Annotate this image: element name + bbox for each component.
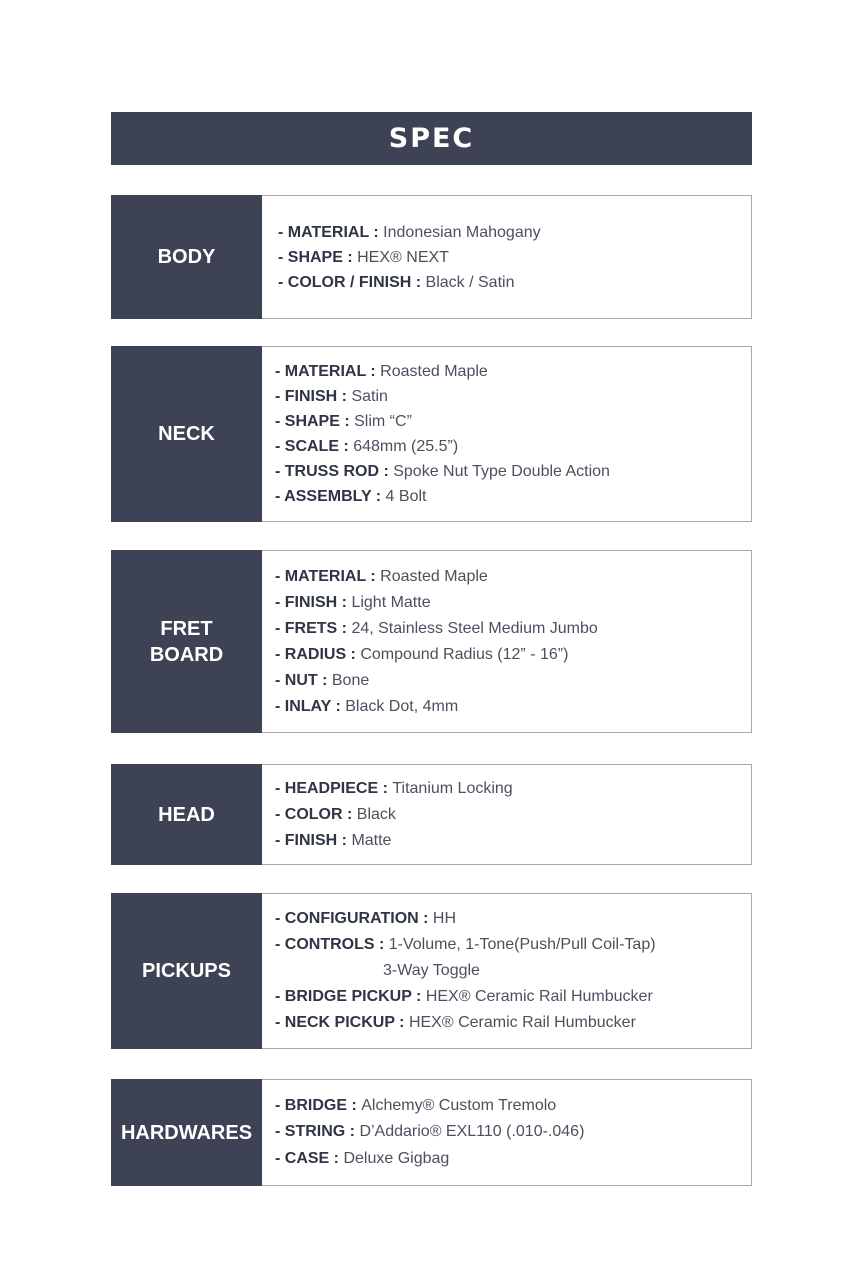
head-section bbox=[111, 764, 752, 865]
spec-value: Alchemy® Custom Tremolo bbox=[361, 1096, 557, 1114]
spec-value: D’Addario® EXL110 (.010-.046) bbox=[359, 1123, 585, 1141]
spec-row bbox=[275, 1093, 751, 1120]
spec-row bbox=[275, 776, 751, 802]
spec-key: - FINISH : bbox=[275, 593, 352, 611]
spec-row bbox=[275, 1010, 751, 1036]
neck-section bbox=[111, 346, 752, 522]
spec-key: - ASSEMBLY : bbox=[275, 488, 386, 505]
spec-row bbox=[275, 906, 751, 932]
section-label-head: HEAD bbox=[111, 764, 262, 865]
hardwares-spec-list bbox=[262, 1079, 752, 1186]
spec-row bbox=[275, 359, 751, 384]
section-label-body: BODY bbox=[111, 195, 262, 319]
spec-key: - INLAY : bbox=[275, 697, 346, 715]
spec-row bbox=[275, 694, 751, 720]
spec-row bbox=[275, 828, 751, 854]
spec-row bbox=[278, 220, 751, 245]
spec-value: HEX® Ceramic Rail Humbucker bbox=[408, 1014, 636, 1031]
spec-value: Indonesian Mahogany bbox=[383, 223, 541, 241]
spec-row bbox=[278, 245, 751, 270]
spec-key: - CONFIGURATION : bbox=[275, 910, 433, 927]
spec-value: Titanium Locking bbox=[392, 779, 513, 797]
spec-key: - STRING : bbox=[275, 1123, 360, 1141]
spec-key: - SHAPE : bbox=[275, 413, 355, 430]
spec-row bbox=[275, 1146, 751, 1173]
spec-key: - MATERIAL : bbox=[278, 223, 384, 241]
spec-value: Matte bbox=[351, 831, 392, 849]
hardwares-section bbox=[111, 1079, 752, 1186]
spec-row bbox=[275, 384, 751, 409]
section-label-pickups: PICKUPS bbox=[111, 893, 262, 1049]
spec-value: HEX® NEXT bbox=[357, 248, 449, 266]
body-spec-list bbox=[262, 195, 752, 319]
spec-row bbox=[275, 459, 751, 484]
spec-row bbox=[275, 484, 751, 509]
spec-row bbox=[275, 642, 751, 668]
spec-value: Black / Satin bbox=[425, 273, 515, 291]
spec-value: 24, Stainless Steel Medium Jumbo bbox=[351, 619, 598, 637]
spec-row bbox=[275, 434, 751, 459]
spec-key: - RADIUS : bbox=[275, 645, 361, 663]
spec-value: Satin bbox=[351, 388, 388, 405]
pickups-spec-list bbox=[262, 893, 752, 1049]
spec-value: HH bbox=[432, 910, 457, 927]
neck-spec-list bbox=[262, 346, 752, 522]
pickups-section bbox=[111, 893, 752, 1049]
spec-value: Bone bbox=[331, 671, 370, 689]
spec-key: - HEADPIECE : bbox=[275, 779, 393, 797]
spec-key: - CASE : bbox=[275, 1149, 344, 1167]
spec-row bbox=[278, 270, 751, 295]
spec-key: - NECK PICKUP : bbox=[275, 1014, 409, 1031]
body-section bbox=[111, 195, 752, 319]
section-label-fretboard: FRET BOARD bbox=[111, 550, 262, 733]
spec-key: - FINISH : bbox=[275, 831, 352, 849]
spec-key: - COLOR : bbox=[275, 805, 357, 823]
spec-key: - TRUSS ROD : bbox=[275, 463, 394, 480]
spec-key: - COLOR / FINISH : bbox=[278, 273, 426, 291]
spec-value: Spoke Nut Type Double Action bbox=[393, 463, 610, 480]
section-label-neck: NECK bbox=[111, 346, 262, 522]
spec-key: - MATERIAL : bbox=[275, 363, 381, 380]
spec-value: HEX® Ceramic Rail Humbucker bbox=[425, 988, 653, 1005]
spec-row bbox=[275, 616, 751, 642]
spec-value: Black Dot, 4mm bbox=[345, 697, 459, 715]
spec-value: 4 Bolt bbox=[385, 488, 427, 505]
spec-value: 648mm (25.5”) bbox=[353, 438, 459, 455]
spec-value: 1-Volume, 1-Tone(Push/Pull Coil-Tap) bbox=[388, 936, 656, 953]
spec-row bbox=[275, 564, 751, 590]
spec-value: Roasted Maple bbox=[380, 567, 488, 585]
spec-value-continuation: 3-Way Toggle bbox=[383, 962, 480, 979]
spec-value: Slim “C” bbox=[354, 413, 412, 430]
spec-value: Light Matte bbox=[351, 593, 431, 611]
spec-key: - SCALE : bbox=[275, 438, 354, 455]
spec-title: SPEC bbox=[111, 112, 752, 165]
spec-key: - SHAPE : bbox=[278, 248, 358, 266]
spec-key: - FINISH : bbox=[275, 388, 352, 405]
spec-row bbox=[275, 802, 751, 828]
section-label-hardwares: HARDWARES bbox=[111, 1079, 262, 1186]
spec-key: - NUT : bbox=[275, 671, 332, 689]
spec-row bbox=[275, 984, 751, 1010]
spec-key: - CONTROLS : bbox=[275, 936, 389, 953]
spec-value: Roasted Maple bbox=[380, 363, 488, 380]
spec-row bbox=[275, 932, 751, 984]
spec-key: - FRETS : bbox=[275, 619, 352, 637]
spec-key: - BRIDGE PICKUP : bbox=[275, 988, 426, 1005]
spec-value: Deluxe Gigbag bbox=[343, 1149, 450, 1167]
fretboard-section bbox=[111, 550, 752, 733]
spec-row bbox=[275, 1119, 751, 1146]
head-spec-list bbox=[262, 764, 752, 865]
spec-row bbox=[275, 668, 751, 694]
spec-value: Black bbox=[356, 805, 396, 823]
spec-key: - BRIDGE : bbox=[275, 1096, 362, 1114]
spec-row bbox=[275, 590, 751, 616]
spec-row bbox=[275, 409, 751, 434]
fretboard-spec-list bbox=[262, 550, 752, 733]
spec-key: - MATERIAL : bbox=[275, 567, 381, 585]
spec-value: Compound Radius (12” - 16”) bbox=[360, 645, 569, 663]
